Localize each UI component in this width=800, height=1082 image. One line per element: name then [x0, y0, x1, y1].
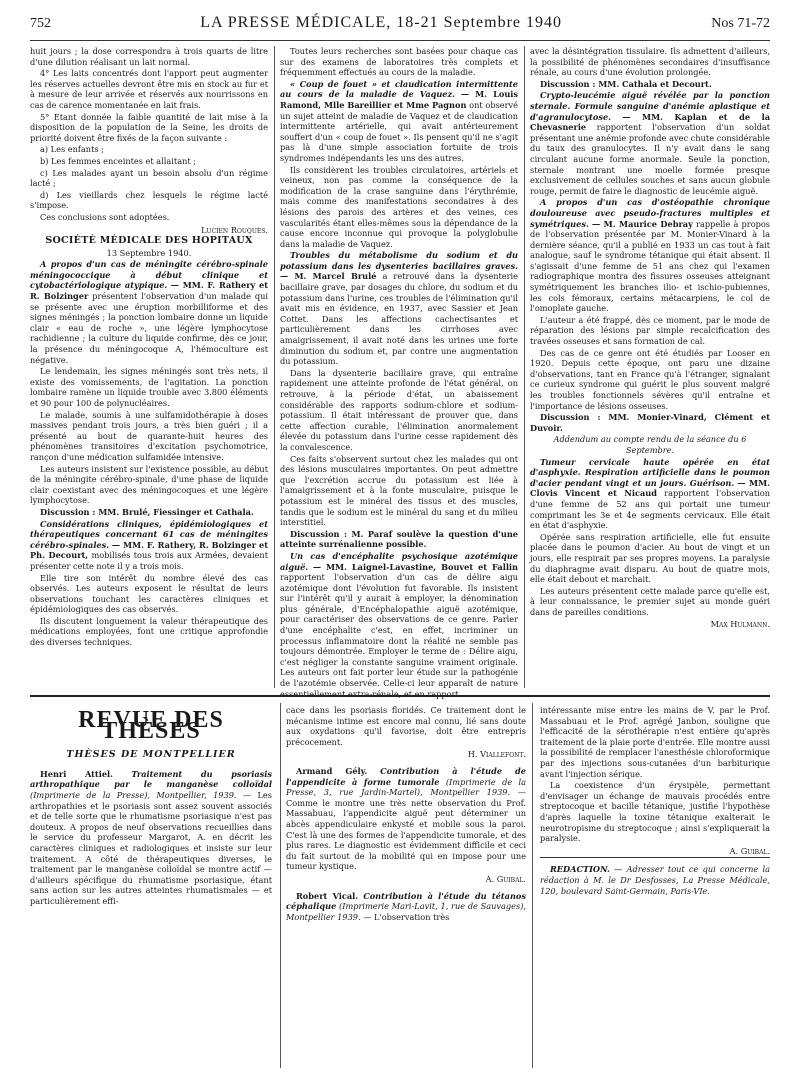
list-item: c) Les malades ayant un besoin absolu d'un régime lacté ;	[30, 167, 268, 189]
column-divider	[532, 703, 533, 1068]
paragraph: Le lendemain, les signes méningés sont très nets, il existe des vomissements, de l'agitation. La ponction lombaire ramène un liquide trouble avec 3.800 éléments et 90 pour 100 de polynucléaires.	[30, 366, 268, 408]
paragraph: huit jours ; la dose correspondra à trois quarts de litre d'une dilution réalisant un lait normal.	[30, 46, 268, 67]
revue-column-1	[30, 705, 272, 1070]
revue-column-3	[540, 705, 770, 1070]
thesis-author: Armand Gély.	[296, 765, 368, 776]
article	[280, 250, 518, 367]
thesis-title: Traitement du psoriasis arthropathique par le manganèse colloïdal	[30, 768, 272, 790]
thesis-entry	[286, 766, 526, 872]
thesis-author: Henri Attiel.	[40, 768, 113, 779]
article-text: rappelle à propos de l'observation présentée par M. Monier-Vinard à la dernière séance, qu'il a publié en 1933 un cas tout à fait analogue, sauf le syndrome tétanique qui était absent. Il s'agissait d'une femme de 51 ans chez qui l'examen radiographique montra des fissures osseuses atteignant symétriquement les branches ilio- et ischio-pubiennes, les cols fémoraux, certains métacarpiens, le col de l'omoplate gauche.	[530, 218, 771, 314]
revue-title: REVUE DES THÈSES	[78, 707, 224, 744]
thesis-entry	[286, 891, 526, 923]
paragraph: Les auteurs présentent cette malade parce qu'elle est, à leur connaissance, le premier sujet au monde guéri dans de pareilles conditions.	[530, 585, 770, 617]
article	[280, 551, 518, 699]
article-text: mobilisés tous trois aux Armées, devaient présenter cette note il y a trois mois.	[30, 550, 268, 571]
paragraph: La coexistence d'un érysipèle, permettant d'envisager un échange de mauvais procédés entre streptocoque et bacille tétanique, justifie l'hypothèse d'après laquelle la toxine tétanique exalterait le neurotropisme du streptocoque ; ainsi s'expliquerait la paralysie.	[540, 780, 770, 844]
paragraph: Dans la dysenterie bacillaire grave, qui entraîne rapidement une atteinte profonde de l'état général, on retrouve, à la période d'état, un abaissement considérable des rapports sodium-chlore et sodium-potassium. Il était intéressant de prouver que, dans cette affection curable, l'élimination anormalement élevée du potassium dans l'urine cesse rapidement dès la convalescence.	[280, 367, 518, 452]
journal-title: LA PRESSE MÉDICALE, 18-21 Septembre 1940	[200, 14, 563, 31]
list-item: d) Les vieillards chez lesquels le régime lacté s'impose.	[30, 189, 268, 211]
article-text: ont observé un sujet atteint de maladie de Vaquez et de claudication intermittente artérielle, qui avait antérieurement souffert d'un « coup de fouet ». Ils pensent qu'il ne s'agit pas là d'une simple association fortuite de trois syndromes indépendants les uns des autres.	[280, 99, 518, 163]
article-title: Crypto-leucémie aiguë révélée par la ponction sternale. Formule sanguine d'anémie aplastique et d'agranulocytose.	[530, 90, 770, 122]
society-heading: SOCIÉTÉ MÉDICALE DES HOPITAUX	[45, 235, 253, 247]
article	[530, 90, 770, 196]
column-divider	[524, 46, 525, 688]
paragraph: 5° Etant donnée la faible quantité de lait mise à la disposition de la population de la Seine, les droits de priorité doivent être fixés de la façon suivante :	[30, 111, 268, 143]
thesis-title: Contribution à l'étude du tétanos céphalique	[286, 890, 526, 912]
session-date: 13 Septembre 1940.	[106, 247, 192, 258]
paragraph: Ces faits s'observent surtout chez les malades qui ont des lésions musculaires importantes. On peut admettre que l'excrétion accrue du potassium est liée à l'amaigrissement et à la fonte musculaire, puisque le potassium est le minéral des tissus et des muscles, tandis que le sodium est le minéral du sang et du milieu interstitiel.	[280, 453, 518, 528]
issue-number: Nos 71-72	[711, 16, 770, 31]
paragraph: avec la désintégration tissulaire. Ils admettent d'ailleurs, la possibilité de phénomènes secondaires d'insuffisance rénale, au cours d'une évolution prolongée.	[530, 46, 770, 78]
paragraph: intéressante mise entre les mains de V. par le Prof. Massabuau et le Prof. agrégé Janbon, souligne que l'efficacité de la sérothérapie n'est entière qu'après traitement de la plaie porte d'entrée. Elle montre aussi la possibilité de remplacer l'anesthésie chloroformique par des injections sous-cutanées d'un barbiturique avant l'injection sérique.	[540, 705, 770, 779]
list-item: a) Les enfants ;	[40, 144, 104, 155]
signature: H. Viallefont.	[467, 749, 526, 760]
thesis-publisher: (Imprimerie Mari-Lavit, 1, rue de Sauvages), Montpellier 1939.	[286, 901, 526, 922]
article-text: rapportent l'observation d'un cas de délire aigu azotémique dont l'évolution fut favorable. Ils insistent sur l'intérêt qu'il y aurait à employer, la dénomination plus générale, d'Encéphalopathie aiguë azotémique, pour caractériser des observations de ce genre. Parler d'une encéphalite c'est, en effet, incriminer un processus inflammatoire dont la réalité ne semble pas toujours démontrée. Employer le terme de : Délire aigu, c'est négliger la constante sanguine vraiment originale. Les auteurs ont fait porter leur étude sur la pathogénie de l'azotémie observée. Celle-ci leur apparaît de nature essentiellement extra-rénale, et en rapport	[280, 572, 518, 699]
column-divider	[274, 46, 275, 688]
thesis-text: — L'observation très	[363, 911, 450, 922]
list-item: b) Les femmes enceintes et allaitant ;	[40, 155, 197, 166]
column-3	[530, 46, 770, 688]
thesis-text: — Comme le montre une très nette observation du Prof. Massabuau, l'appendicite aiguë peut déterminer un abcès appendiculaire enkysté et mobile sous la paroi. C'est là une des formes de l'appendicite tumorale, et des plus rares. Le diagnostic est évidemment difficile et ceci du fait surtout de la mobilité qui en impose pour une tumeur kystique.	[286, 787, 526, 872]
article-authors: — MM. Clovis Vincent et Nicaud	[530, 477, 771, 499]
thesis-publisher: (Imprimerie de la Presse, 3, rue Jardin-Martel), Montpellier 1939.	[286, 776, 527, 798]
article-authors: — M. Maurice Debray	[592, 218, 693, 229]
theses-subtitle: THÈSES DE MONTPELLIER	[66, 749, 236, 761]
article-authors: — MM. Kaplan et de la Chevasnerie	[530, 111, 770, 133]
article	[530, 457, 770, 531]
article-authors: — MM. F. Rathery, R. Bolzinger et Ph. Decourt,	[30, 539, 268, 561]
article	[530, 197, 770, 314]
article-title: Un cas d'encéphalite psychosique azotémique aiguë.	[280, 550, 518, 572]
column-divider	[280, 703, 281, 1068]
discussion: Discussion : M. Paraf soulève la question d'une atteinte surrénalienne possible.	[280, 528, 518, 550]
paragraph: cace dans les psoriasis floridés. Ce traitement dont le mécanisme intime est encore mal connu, lié sans doute aux oxydations qu'il favorise, doit être entrepris précocement.	[286, 705, 526, 747]
signature: A. Guibal.	[729, 845, 770, 856]
paragraph: Le malade, soumis à une sulfamidothérapie à doses massives pendant trois jours, a très bien guéri ; il a présenté au bout de quarante-huit heures des phénomènes transitoires d'excitation psychomotrice, rançon d'une médication sulfamidée intensive.	[30, 409, 268, 462]
article	[280, 79, 518, 164]
signature: Lucien Rouquès.	[201, 224, 268, 235]
page-number: 752	[30, 16, 51, 31]
discussion: Discussion : MM. Brulé, Fiessinger et Cathala.	[40, 506, 254, 517]
redaction-text: — Adresser tout ce qui concerne la rédaction à M. le Dr Desfosses, La Presse Médicale, 120, boulevard Saint-Germain, Paris-VIe.	[540, 864, 770, 896]
redaction-label: REDACTION.	[550, 864, 610, 875]
thesis-author: Robert Vical.	[296, 890, 359, 901]
paragraph: Opérée sans respiration artificielle, elle fut ensuite placée dans le poumon d'acier. Au bout de vingt et un jours, elle respirait par ses propres moyens. La paralysie du diaphragme avait disparu. Au bout de quatre mois, elle était debout et marchait.	[530, 531, 770, 585]
paragraph: Ces conclusions sont adoptées.	[40, 211, 170, 222]
paragraph: Toutes leurs recherches sont basées pour chaque cas sur des examens de laboratoires très complets et fréquemment effectués au cours de la maladie.	[280, 46, 518, 78]
article-title: Considérations cliniques, épidémiologiques et thérapeutiques concernant 61 cas de méningites cérébro-spinales.	[30, 518, 268, 550]
article-title: A propos d'un cas d'ostéopathie chronique douloureuse avec pseudo-fractures multiples et symétriques.	[530, 197, 770, 229]
article-authors: — M. Marcel Brulé	[280, 271, 377, 282]
article-text: rapportent l'observation d'un soldat présentant une anémie profonde avec chute considérable du taux des granulocytes. Il n'y avait dans le sang circulant aucune forme anormale. Seule la ponction, sternale montrant une moelle formée presque exclusivement de cellules souches et sans aucun globule rouge, permit de faire le diagnostic de leucémie aiguë.	[530, 122, 771, 196]
redaction-notice	[540, 857, 770, 896]
paragraph: Elle tire son intérêt du nombre élevé des cas observés. Les auteurs exposent le résultat de leurs observations touchant les caractères cliniques et épidémiologiques des cas observés.	[30, 572, 268, 615]
thesis-text: — Les arthropathies et le psoriasis sont assez souvent associés et de telle sorte que le rhumatisme psoriasique n'est pas douteux. A propos de neuf observations recueillies dans le service du professeur Margarot, A. en décrit les caractères cliniques et radiologiques et insiste sur leur traitement. A côté de thérapeutiques diverses, le traitement par le manganèse colloïdal se montre actif — d'ailleurs spécifique du rhumatisme psoriasique, étant sans action sur les autres atteintes rhumatismales — et particulièrement effi-	[30, 789, 272, 906]
article-text: a retrouvé dans la dysenterie bacillaire grave, par dosages du chlore, du sodium et du potassium dans l'urine, ces troubles de l'élimination qu'il avait mis en évidence, en 1937, avec Sassier et Jean Cottet. Dans les affections cachectisantes et particulièrement dans les cirrhoses avec amaigrissement, il avait noté dans les urines une forte diminution du sodium et, par contre une augmentation du potassium.	[280, 271, 518, 367]
paragraph: Ils discutent longuement la valeur thérapeutique des médications employées, font une critique approfondie des diverses techniques.	[30, 615, 268, 648]
revue-column-2	[286, 705, 526, 1070]
article-title: Troubles du métabolisme du sodium et du potassium dans les dysenteries bacillaires graves.	[280, 250, 518, 271]
paragraph: Les auteurs insistent sur l'existence possible, au début de la méningite cérébro-spinale, d'une phase de liquide clair coexistant avec des méningocoques et une légère lymphocytose.	[30, 463, 268, 506]
discussion: Discussion : MM. Monier-Vinard, Clément et Duvoir.	[530, 412, 770, 433]
thesis-entry	[30, 769, 272, 907]
header-rule	[30, 40, 770, 41]
article-text: rapportent l'observation d'une femme de 52 ans qui portait une tumeur comprimant les 3e et 4e segments cervicaux. Elle était en état d'asphyxie.	[530, 488, 770, 531]
article-title: « Coup de fouet » et claudication intermittente au cours de la maladie de Vaquez.	[280, 78, 518, 100]
column-1	[30, 46, 268, 688]
article-authors: — MM. F. Rathery et R. Bolzinger	[30, 280, 268, 302]
signature: Max Hulmann.	[710, 619, 770, 630]
paragraph: 4° Les laits concentrés dont l'apport peut augmenter les réserves actuelles devront être mis en stock au fur et à mesure de leur arrivée et réservés aux nourrissons en cas de carence momentanée en lait frais.	[30, 68, 268, 110]
discussion: Discussion : MM. Cathala et Decourt.	[540, 78, 712, 89]
article	[30, 519, 268, 572]
signature: A. Guibal.	[485, 873, 526, 884]
article-authors: — MM. Laignel-Lavastine, Bouvet et Fallin	[312, 561, 518, 572]
thesis-title: Contribution à l'étude de l'appendicite à forme tumorale	[286, 765, 526, 787]
page-header	[30, 14, 770, 36]
section-rule	[30, 695, 770, 697]
article-title: Tumeur cervicale haute opérée en état d'asphyxie. Respiration artificielle dans le poumon d'acier pendant vingt et un jours. Guérison.	[530, 456, 770, 488]
article-text: présentent l'observation d'un malade qui se présente avec une éruption morbilliforme et des signes méningés ; la ponction lombaire donne un liquide clair « eau de roche », une légère lymphocytose rachidienne ; la culture du liquide confirme, dès ce jour, la présence du méningocoque A, l'hémoculture est négative.	[30, 291, 268, 365]
article-authors: — M. Louis Ramond, Mlle Bareillier et Mme Pagnon	[280, 89, 518, 110]
article	[30, 259, 268, 365]
addendum: Addendum au compte rendu de la séance du 6 Septembre.	[553, 434, 747, 455]
column-2	[280, 46, 518, 699]
paragraph: L'auteur a été frappé, dès ce moment, par le mode de réparation des lésions par simple recalcification des travées osseuses et sans formation de cal.	[530, 314, 770, 347]
article-title: A propos d'un cas de méningite cérébro-spinale méningococcique à début clinique et cytobactériologique atypique.	[30, 259, 268, 291]
paragraph: Des cas de ce genre ont été étudiés par Looser en 1920. Depuis cette époque, ont paru une dizaine d'observations, tant en France qu'à l'étranger, signalant ce curieux syndrome qui guérit le plus souvent malgré les troubles fonctionnels sévères qu'il entraîne et l'importance de lésions osseuses.	[530, 347, 770, 411]
paragraph: Ils considèrent les troubles circulatoires, artériels et veineux, non pas comme la conséquence de la modification de la crase sanguine dans l'érythrémie, mais comme des manifestations secondaires à des lésions des parois des artères et des veines, ces vascularités étant elles-mêmes sous la dépendance de la cause encore inconnue qui provoque la polyglobulie dans la maladie de Vaquez.	[280, 164, 518, 249]
thesis-publisher: (Imprimerie de la Presse), Montpellier, 1939.	[30, 789, 237, 800]
